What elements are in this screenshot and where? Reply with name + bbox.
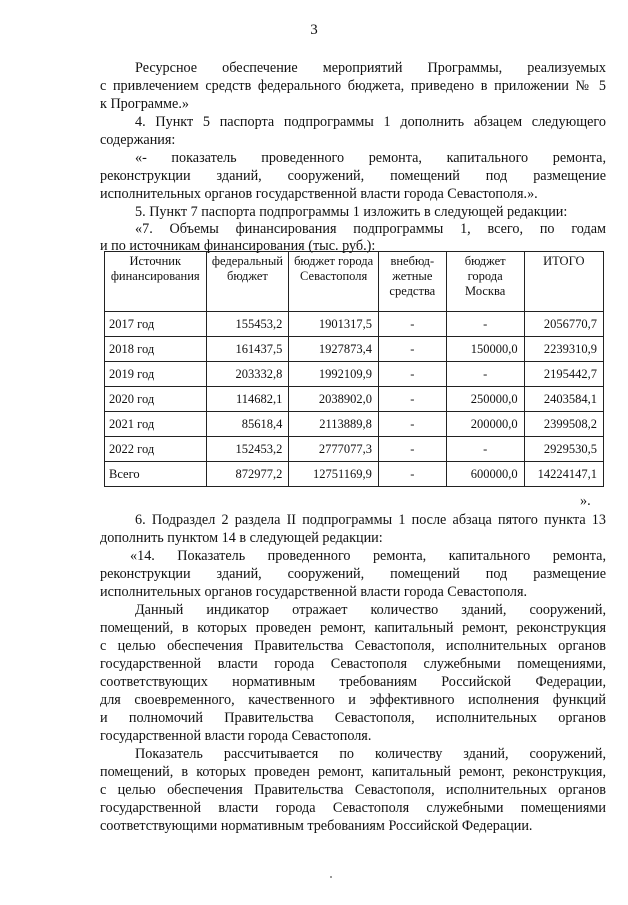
table-row <box>105 412 604 437</box>
text-line: реконструкции зданий, сооружений, помещений под размещение <box>100 566 606 582</box>
text-line: для своевременного, качественного и эффективного исполнения функций <box>100 692 606 708</box>
table-row <box>105 312 604 337</box>
text-line: «- показатель проведенного ремонта, капитального ремонта, <box>135 150 606 166</box>
text-line: к Программе.» <box>100 96 189 112</box>
table-header-row <box>105 252 604 312</box>
text-line: помещений, в которых проведен ремонт, капитальный ремонт, реконструкция, <box>100 764 606 780</box>
text-line: и по источникам финансирования (тыс. руб.): <box>100 238 376 254</box>
text-line: государственной власти города Севастополя. <box>100 728 372 744</box>
table-cell: 2020 год <box>105 387 207 412</box>
table-row <box>105 437 604 462</box>
page-number: 3 <box>310 22 318 38</box>
table-cell: 2056770,7 <box>524 312 603 337</box>
table-cell: 250000,0 <box>446 387 524 412</box>
text-line: с целью обеспечения Правительства Севастополя, исполнительных органов <box>100 638 606 654</box>
table-cell: 600000,0 <box>446 462 524 487</box>
table-cell: 2929530,5 <box>524 437 603 462</box>
table-cell: - <box>378 412 446 437</box>
scan-speck <box>330 876 332 878</box>
text-line: соответствующих нормативным требованиям Российской Федерации, <box>100 674 606 690</box>
table-cell: 2403584,1 <box>524 387 603 412</box>
table-cell: 85618,4 <box>206 412 289 437</box>
text-line: государственной власти города Севастополя служебными помещениями, <box>100 656 606 672</box>
table-cell: - <box>378 312 446 337</box>
table-row <box>105 387 604 412</box>
table-cell: 150000,0 <box>446 337 524 362</box>
table-row <box>105 362 604 387</box>
table-cell: 12751169,9 <box>289 462 379 487</box>
closing-quote: ». <box>580 493 591 509</box>
table-header-cell: федеральный бюджет <box>206 252 289 312</box>
table-cell: 161437,5 <box>206 337 289 362</box>
text-line: дополнить пунктом 14 в следующей редакции: <box>100 530 383 546</box>
table-cell: 114682,1 <box>206 387 289 412</box>
text-line: Данный индикатор отражает количество зданий, сооружений, <box>135 602 606 618</box>
text-line: исполнительных органов государственной власти города Севастополя. <box>100 584 528 600</box>
text-line: государственной власти города Севастополя служебными помещениями <box>100 800 606 816</box>
text-line: 4. Пункт 5 паспорта подпрограммы 1 дополнить абзацем следующего <box>135 114 606 130</box>
table-cell: 1927873,4 <box>289 337 379 362</box>
text-line: и полномочий Правительства Севастополя, исполнительных органов <box>100 710 606 726</box>
table-cell: Всего <box>105 462 207 487</box>
table-cell: 14224147,1 <box>524 462 603 487</box>
table-cell: 2038902,0 <box>289 387 379 412</box>
table-cell: 2021 год <box>105 412 207 437</box>
text-line: с привлечением средств федерального бюджета, приведено в приложении № 5 <box>100 78 606 94</box>
text-line: соответствующими нормативным требованиям Российской Федерации. <box>100 818 533 834</box>
table-cell: 2399508,2 <box>524 412 603 437</box>
text-line: 6. Подраздел 2 раздела II подпрограммы 1 после абзаца пятого пункта 13 <box>135 512 606 528</box>
table-cell: - <box>378 337 446 362</box>
table-cell: 2195442,7 <box>524 362 603 387</box>
table-cell: 2113889,8 <box>289 412 379 437</box>
text-line: «7. Объемы финансирования подпрограммы 1, всего, по годам <box>135 221 606 237</box>
text-line: исполнительных органов государственной власти города Севастополя.». <box>100 186 538 202</box>
table-cell: - <box>378 437 446 462</box>
text-line: Ресурсное обеспечение мероприятий Программы, реализуемых <box>135 60 606 76</box>
table-cell: - <box>446 362 524 387</box>
table-header-cell: бюджет города Севастополя <box>289 252 379 312</box>
table-cell: 155453,2 <box>206 312 289 337</box>
text-line: содержания: <box>100 132 176 148</box>
table-cell: - <box>378 462 446 487</box>
table-cell: 2777077,3 <box>289 437 379 462</box>
text-line: с целью обеспечения Правительства Севастополя, исполнительных органов <box>100 782 606 798</box>
table-header-cell: ИТОГО <box>524 252 603 312</box>
table-cell: 2017 год <box>105 312 207 337</box>
table-header-cell: Источник финансирования <box>105 252 207 312</box>
table-cell: 2239310,9 <box>524 337 603 362</box>
table-cell: 2019 год <box>105 362 207 387</box>
table-row <box>105 337 604 362</box>
table-cell: - <box>378 387 446 412</box>
table-cell: - <box>446 437 524 462</box>
table-header-cell: внебюд-жетные средства <box>378 252 446 312</box>
table-cell: 152453,2 <box>206 437 289 462</box>
text-line: «14. Показатель проведенного ремонта, капитального ремонта, <box>130 548 606 564</box>
table-cell: 872977,2 <box>206 462 289 487</box>
table-header-cell: бюджет города Москва <box>446 252 524 312</box>
table-cell: 2022 год <box>105 437 207 462</box>
table-cell: 203332,8 <box>206 362 289 387</box>
text-line: реконструкции зданий, сооружений, помещений под размещение <box>100 168 606 184</box>
table-cell: 1992109,9 <box>289 362 379 387</box>
table-cell: 2018 год <box>105 337 207 362</box>
text-line: помещений, в которых проведен ремонт, капитальный ремонт, реконструкция <box>100 620 606 636</box>
text-line: 5. Пункт 7 паспорта подпрограммы 1 изложить в следующей редакции: <box>135 204 568 220</box>
table-cell: 200000,0 <box>446 412 524 437</box>
text-line: Показатель рассчитывается по количеству зданий, сооружений, <box>135 746 606 762</box>
table-cell: - <box>446 312 524 337</box>
table-cell: 1901317,5 <box>289 312 379 337</box>
table-cell: - <box>378 362 446 387</box>
table-total-row <box>105 462 604 487</box>
financing-table <box>104 251 604 487</box>
